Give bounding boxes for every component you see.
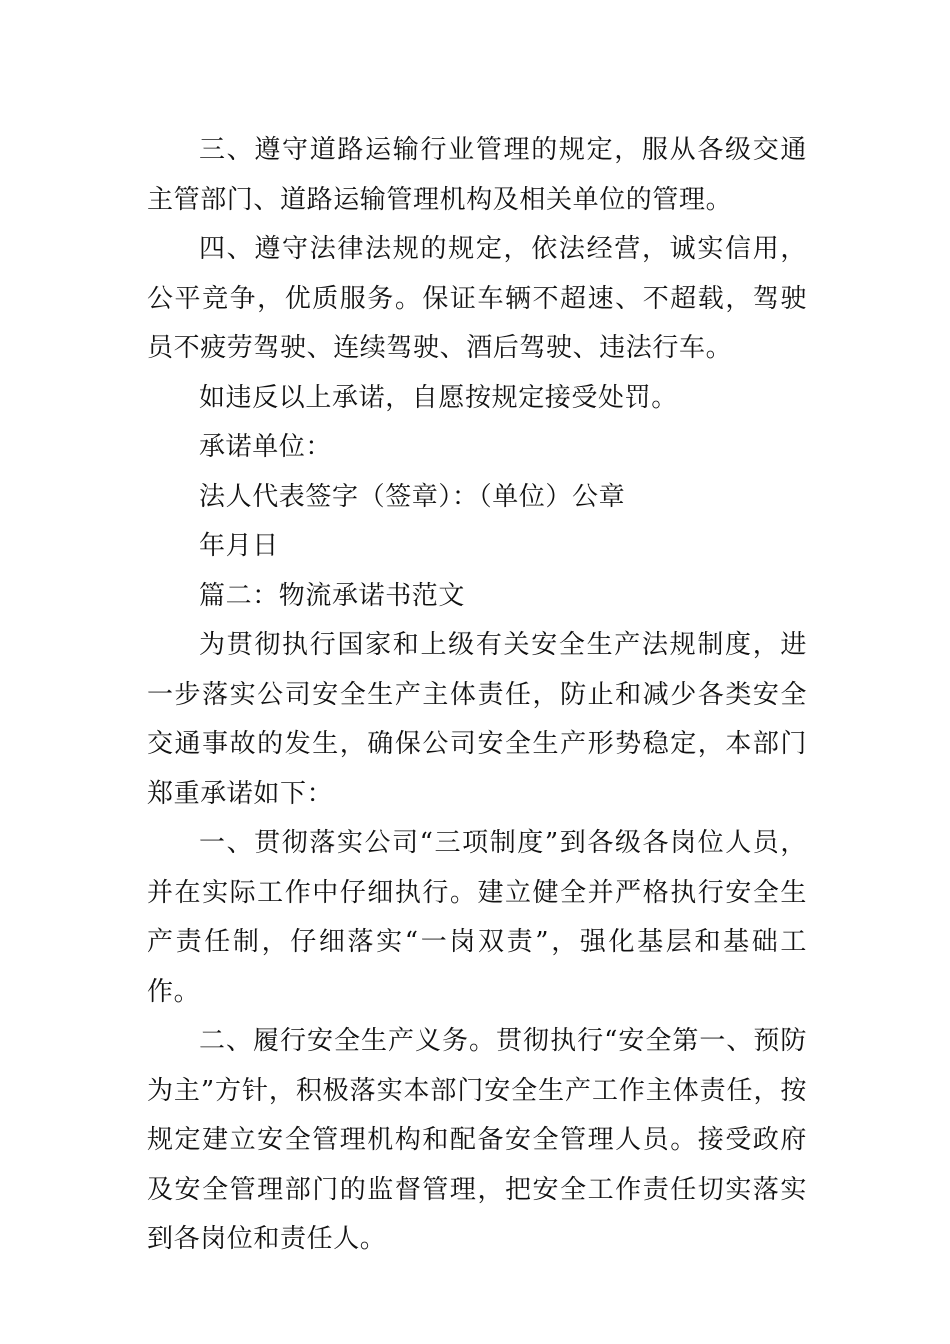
clause-three-paragraph: 三、遵守道路运输行业管理的规定，服从各级交通主管部门、道路运输管理机构及相关单位的管理。 [147, 135, 807, 215]
section-two-heading: 篇二：物流承诺书范文 [199, 580, 466, 611]
item-two-paragraph: 二、履行安全生产义务。贯彻执行“安全第一、预防为主”方针，积极落实本部门安全生产工作主体责任，按规定建立安全管理机构和配备安全管理人员。接受政府及安全管理部门的监督管理，把安全工作责任切实落实到各岗位和责任人。 [147, 1026, 807, 1254]
violation-statement: 如违反以上承诺，自愿按规定接受处罚。 [199, 382, 678, 413]
item-one-paragraph: 一、贯彻落实公司“三项制度”到各级各岗位人员，并在实际工作中仔细执行。建立健全并严格执行安全生产责任制，仔细落实“一岗双责”，强化基层和基础工作。 [147, 828, 807, 1007]
document-body [147, 126, 807, 1265]
clause-four-paragraph: 四、遵守法律法规的规定，依法经营，诚实信用，公平竞争，优质服务。保证车辆不超速、不超载，驾驶员不疲劳驾驶、连续驾驶、酒后驾驶、违法行车。 [147, 234, 807, 363]
date-line: 年月日 [199, 531, 279, 561]
committing-unit-label: 承诺单位： [199, 432, 333, 462]
intro-paragraph: 为贯彻执行国家和上级有关安全生产法规制度，进一步落实公司安全生产主体责任，防止和减少各类安全交通事故的发生，确保公司安全生产形势稳定，本部门郑重承诺如下： [147, 630, 807, 809]
legal-representative-signature-line: 法人代表签字（签章）：（单位）公章 [199, 481, 626, 512]
